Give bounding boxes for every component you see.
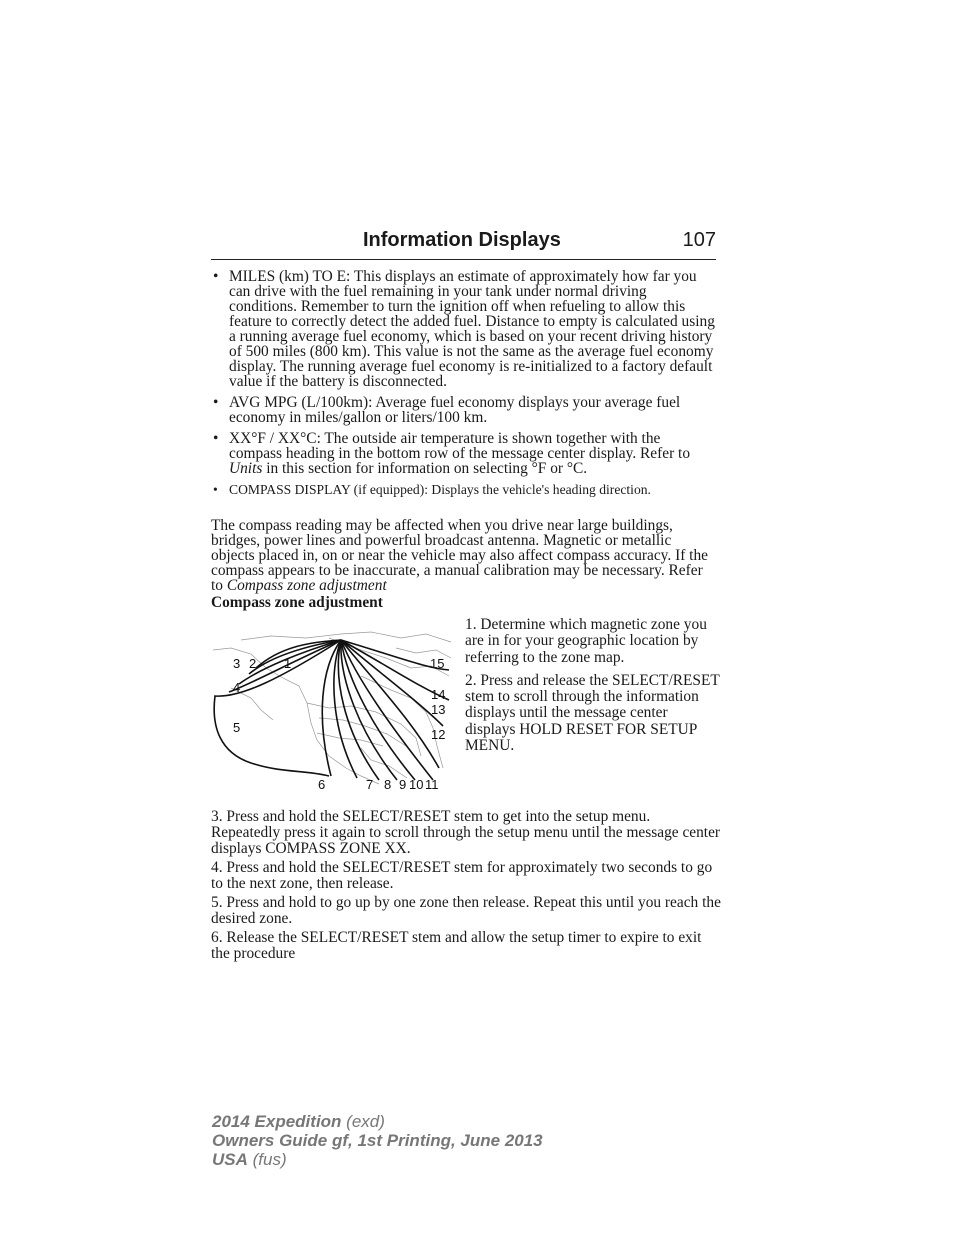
page-title: Information Displays — [363, 229, 561, 251]
steps-below-map — [211, 809, 721, 965]
zone-label-7: 7 — [366, 777, 374, 792]
step-2: 2. Press and release the SELECT/RESET stem to scroll through the information displays until the message center displays HOLD RESET FOR SETUP MENU. — [465, 671, 720, 755]
zone-label-13: 13 — [431, 702, 446, 717]
zone-label-1: 1 — [284, 656, 292, 671]
page-header — [211, 229, 716, 259]
compass-zone-reference: Compass zone adjustment — [226, 577, 387, 594]
bullet-text: COMPASS DISPLAY (if equipped): Displays the vehicle's heading direction. — [229, 482, 651, 497]
zone-label-2: 2 — [249, 656, 257, 671]
bullet-list — [211, 269, 717, 503]
bullet-text: MILES (km) TO E: This displays an estimate of approximately how far you can drive with the fuel remaining in your tank under normal driving conditions. Remember to turn the ignition off when refueling to allow this feature to correctly detect the added fuel. Distance to empty is calculated using a running average fuel economy, which is based on your recent driving history of 500 miles (800 km). This value is not the same as the average fuel economy display. The running average fuel economy is re-initialized to a factory default value if the battery is disconnected. — [229, 268, 715, 390]
zone-label-9: 9 — [399, 777, 407, 792]
bullet-item-avg-mpg — [211, 395, 717, 425]
compass-zone-map — [211, 628, 456, 796]
zone-label-8: 8 — [384, 777, 392, 792]
bullet-dot: • — [213, 394, 219, 411]
zone-label-6: 6 — [318, 777, 326, 792]
footer-model: 2014 Expedition — [212, 1112, 342, 1131]
zone-label-10: 10 — [409, 777, 424, 792]
zone-label-4: 4 — [233, 680, 241, 695]
zone-label-5: 5 — [233, 720, 241, 735]
section-subheading: Compass zone adjustment — [211, 594, 383, 611]
header-divider — [211, 259, 716, 260]
zone-label-15: 15 — [430, 656, 445, 671]
footer-line-guide — [212, 1131, 543, 1150]
bullet-text: in this section for information on selecting °F or °C. — [262, 460, 588, 477]
page-number: 107 — [682, 229, 716, 251]
bullet-dot: • — [213, 430, 219, 447]
zone-label-11: 11 — [425, 777, 439, 792]
step-3: 3. Press and hold the SELECT/RESET stem to get into the setup menu. Repeatedly press it again to scroll through the setup menu until the message center displays COMPASS ZONE XX. — [211, 808, 721, 857]
step-6: 6. Release the SELECT/RESET stem and allow the setup timer to expire to exit the procedure — [211, 929, 702, 962]
footer-model-code: (exd) — [346, 1112, 385, 1131]
step-4: 4. Press and hold the SELECT/RESET stem for approximately two seconds to go to the next zone, then release. — [211, 859, 713, 892]
page-footer — [212, 1112, 543, 1169]
units-reference: Units — [229, 460, 263, 477]
bullet-text: XX°F / XX°C: The outside air temperature is shown together with the compass heading in the bottom row of the message center display. Refer to — [229, 430, 691, 462]
footer-guide: Owners Guide gf, 1st Printing, June 2013 — [212, 1131, 543, 1150]
bullet-item-outside-temp — [211, 431, 717, 476]
bullet-text: AVG MPG (L/100km): Average fuel economy displays your average fuel economy in miles/gallon or liters/100 km. — [229, 394, 681, 426]
step-5: 5. Press and hold to go up by one zone then release. Repeat this until you reach the desired zone. — [211, 894, 721, 927]
bullet-item-miles-to-empty — [211, 269, 717, 389]
steps-beside-map — [465, 617, 720, 761]
zone-label-12: 12 — [431, 727, 446, 742]
bullet-dot: • — [213, 482, 218, 497]
zone-label-3: 3 — [233, 656, 241, 671]
compass-paragraph — [211, 518, 717, 593]
footer-market-code: (fus) — [252, 1150, 287, 1169]
zone-label-14: 14 — [431, 687, 446, 702]
footer-line-model — [212, 1112, 543, 1131]
footer-line-market — [212, 1150, 543, 1169]
compass-paragraph-text: The compass reading may be affected when you drive near large buildings, bridges, power lines and powerful broadcast antenna. Magnetic or metallic objects placed in, on or near the vehicle may also affect compass accuracy. If the compass appears to be inaccurate, a manual calibration may be necessary. Refer to — [211, 517, 708, 594]
bullet-item-compass-display — [211, 482, 717, 497]
step-1: 1. Determine which magnetic zone you are in for your geographic location by referring to the zone map. — [465, 616, 707, 666]
bullet-dot: • — [213, 268, 219, 285]
footer-market: USA — [212, 1150, 248, 1169]
